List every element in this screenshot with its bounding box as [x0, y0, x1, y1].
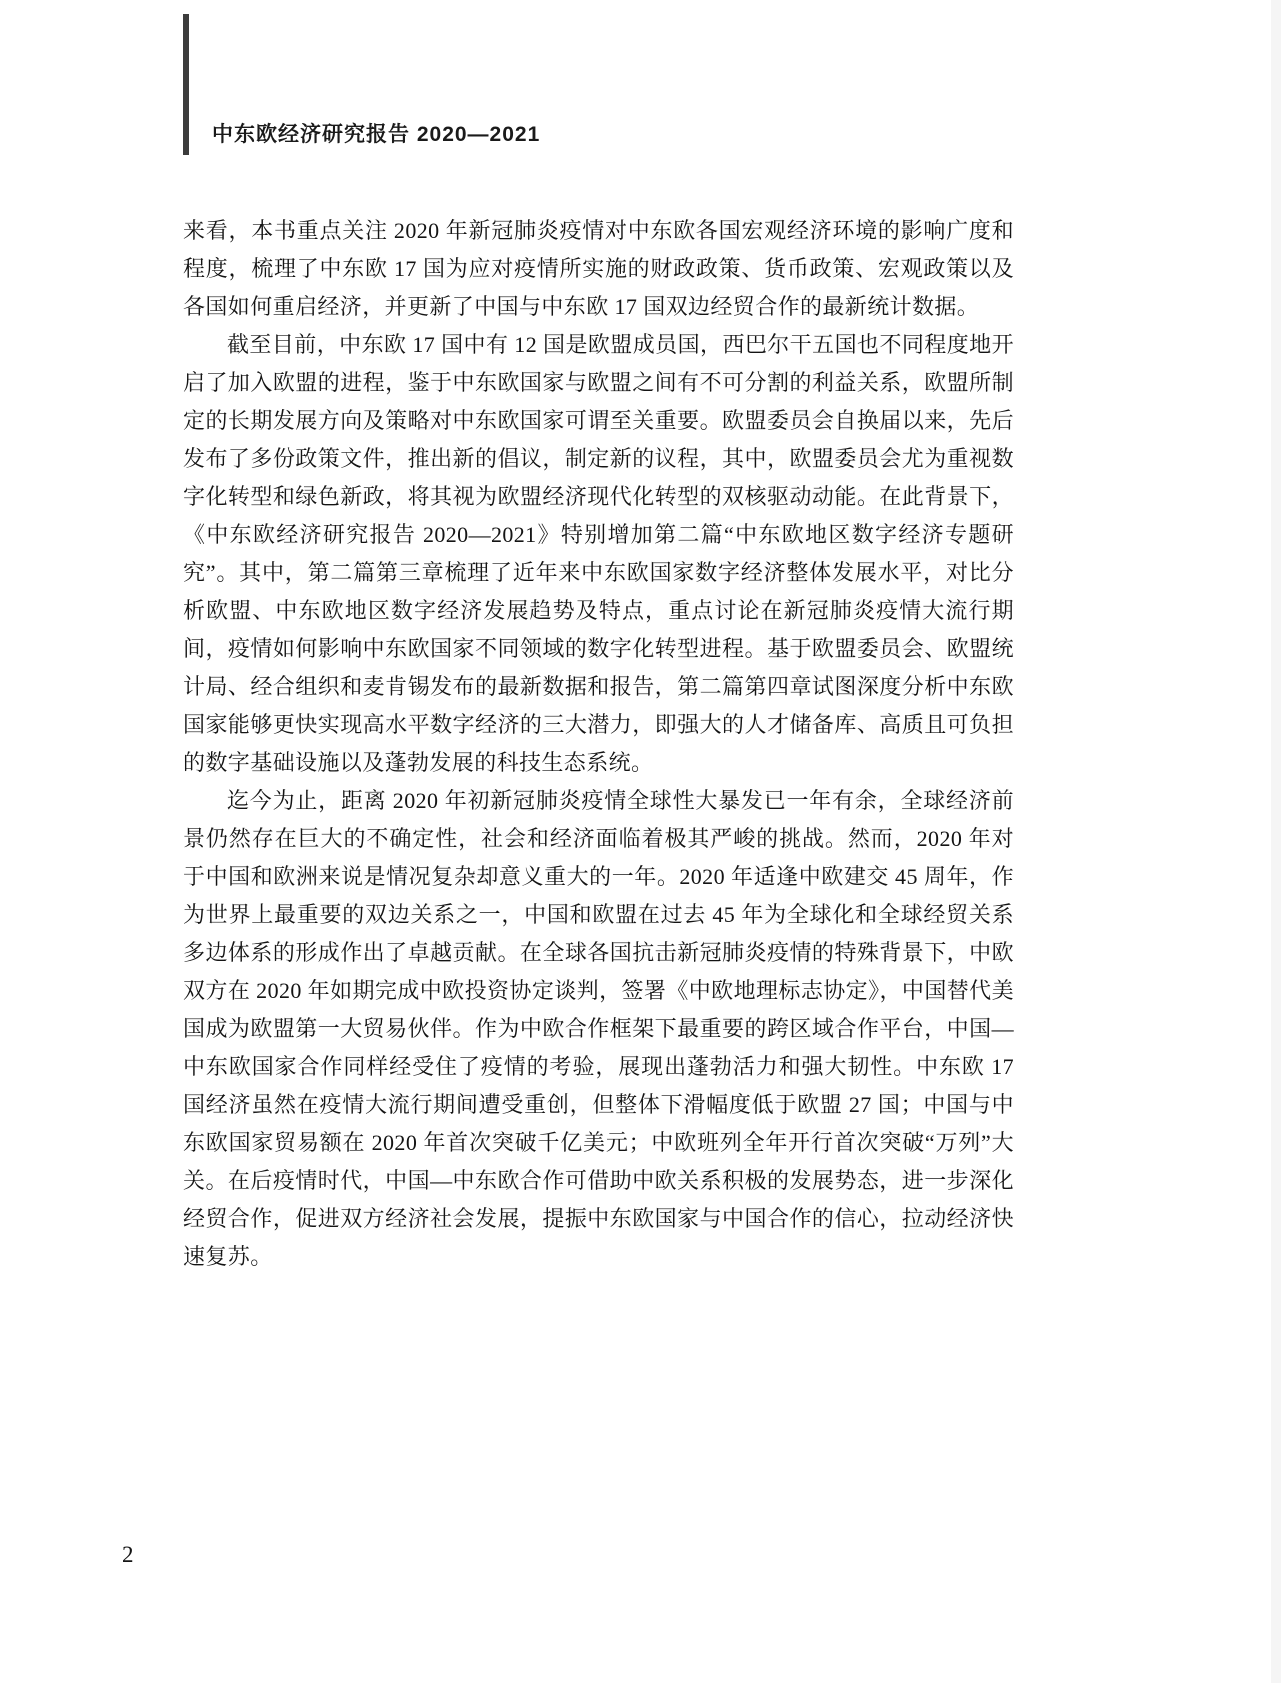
- header-vertical-rule: [183, 14, 189, 155]
- paragraph: 截至目前，中东欧 17 国中有 12 国是欧盟成员国，西巴尔干五国也不同程度地开启了加入欧盟的进程，鉴于中东欧国家与欧盟之间有不可分割的利益关系，欧盟所制定的长期发展方向及策略对中东欧国家可谓至关重要。欧盟委员会自换届以来，先后发布了多份政策文件，推出新的倡议，制定新的议程，其中，欧盟委员会尤为重视数字化转型和绿色新政，将其视为欧盟经济现代化转型的双核驱动动能。在此背景下，《中东欧经济研究报告 2020—2021》特别增加第二篇“中东欧地区数字经济专题研究”。其中，第二篇第三章梳理了近年来中东欧国家数字经济整体发展水平，对比分析欧盟、中东欧地区数字经济发展趋势及特点，重点讨论在新冠肺炎疫情大流行期间，疫情如何影响中东欧国家不同领域的数字化转型进程。基于欧盟委员会、欧盟统计局、经合组织和麦肯锡发布的最新数据和报告，第二篇第四章试图深度分析中东欧国家能够更快实现高水平数字经济的三大潜力，即强大的人才储备库、高质且可负担的数字基础设施以及蓬勃发展的科技生态系统。: [183, 332, 1014, 775]
- paragraph-continuation: 来看，本书重点关注 2020 年新冠肺炎疫情对中东欧各国宏观经济环境的影响广度和程度，梳理了中东欧 17 国为应对疫情所实施的财政政策、货币政策、宏观政策以及各国如何重启经济，并更新了中国与中东欧 17 国双边经贸合作的最新统计数据。: [183, 218, 1014, 319]
- body-text: [183, 212, 1014, 1276]
- running-head-title: 中东欧经济研究报告 2020—2021: [212, 123, 541, 146]
- paragraph: 迄今为止，距离 2020 年初新冠肺炎疫情全球性大暴发已一年有余，全球经济前景仍然存在巨大的不确定性，社会和经济面临着极其严峻的挑战。然而，2020 年对于中国和欧洲来说是情况复杂却意义重大的一年。2020 年适逢中欧建交 45 周年，作为世界上最重要的双边关系之一，中国和欧盟在过去 45 年为全球化和全球经贸关系多边体系的形成作出了卓越贡献。在全球各国抗击新冠肺炎疫情的特殊背景下，中欧双方在 2020 年如期完成中欧投资协定谈判，签署《中欧地理标志协定》，中国替代美国成为欧盟第一大贸易伙伴。作为中欧合作框架下最重要的跨区域合作平台，中国—中东欧国家合作同样经受住了疫情的考验，展现出蓬勃活力和强大韧性。中东欧 17 国经济虽然在疫情大流行期间遭受重创，但整体下滑幅度低于欧盟 27 国；中国与中东欧国家贸易额在 2020 年首次突破千亿美元；中欧班列全年开行首次突破“万列”大关。在后疫情时代，中国—中东欧合作可借助中欧关系积极的发展势态，进一步深化经贸合作，促进双方经济社会发展，提振中东欧国家与中国合作的信心，拉动经济快速复苏。: [183, 788, 1014, 1269]
- page-number: 2: [122, 1542, 134, 1567]
- page-edge-shading: [1271, 0, 1281, 1683]
